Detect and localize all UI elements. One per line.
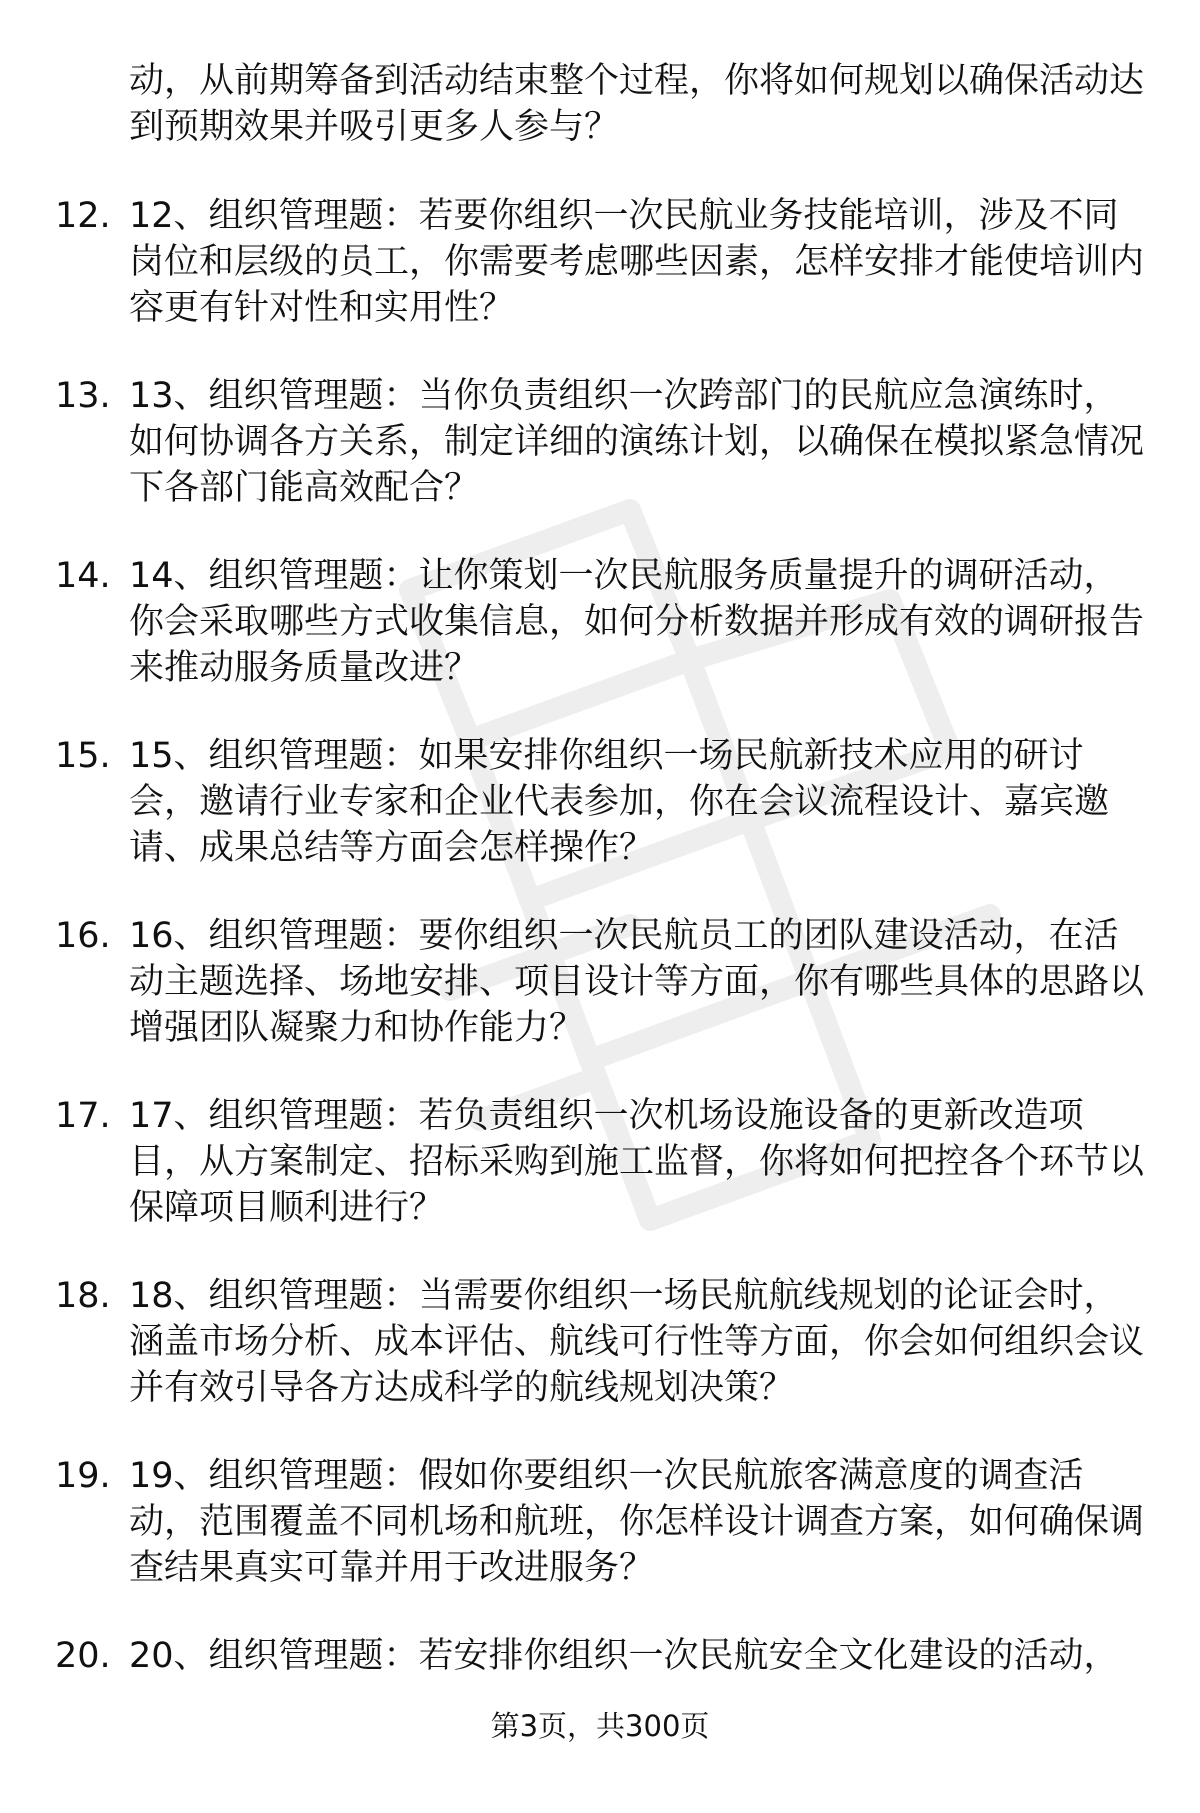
question-list	[0, 193, 1200, 1813]
question-number: 16.	[55, 916, 111, 956]
continuation-text: 动，从前期筹备到活动结束整个过程，你将如何规划以确保活动达到预期效果并吸引更多人参与？	[129, 61, 1145, 147]
question-text: 14、组织管理题：让你策划一次民航服务质量提升的调研活动，你会采取哪些方式收集信息，如何分析数据并形成有效的调研报告来推动服务质量改进？	[129, 556, 1145, 688]
question-text: 18、组织管理题：当需要你组织一场民航航线规划的论证会时，涵盖市场分析、成本评估、航线可行性等方面，你会如何组织会议并有效引导各方达成科学的航线规划决策？	[129, 1276, 1145, 1408]
question-text: 15、组织管理题：如果安排你组织一场民航新技术应用的研讨会，邀请行业专家和企业代表参加，你在会议流程设计、嘉宾邀请、成果总结等方面会怎样操作？	[129, 736, 1110, 868]
question-item	[0, 1093, 1200, 1273]
question-number: 19.	[55, 1456, 111, 1496]
question-item	[0, 913, 1200, 1093]
question-item	[0, 1453, 1200, 1633]
question-item	[0, 193, 1200, 373]
question-item	[0, 553, 1200, 733]
question-number: 15.	[55, 736, 111, 776]
question-item	[0, 1273, 1200, 1453]
page-footer: 第3页，共300页	[490, 1709, 710, 1743]
question-item	[0, 733, 1200, 913]
question-text: 20、组织管理题：若安排你组织一次民航安全文化建设的活动，	[129, 1636, 1119, 1676]
question-number: 13.	[55, 376, 111, 416]
question-text: 16、组织管理题：要你组织一次民航员工的团队建设活动，在活动主题选择、场地安排、项目设计等方面，你有哪些具体的思路以增强团队凝聚力和协作能力？	[129, 916, 1145, 1048]
question-number: 14.	[55, 556, 111, 596]
question-number: 17.	[55, 1096, 111, 1136]
question-item	[0, 373, 1200, 553]
question-text: 13、组织管理题：当你负责组织一次跨部门的民航应急演练时，如何协调各方关系，制定详细的演练计划，以确保在模拟紧急情况下各部门能高效配合？	[129, 376, 1145, 508]
question-text: 12、组织管理题：若要你组织一次民航业务技能培训，涉及不同岗位和层级的员工，你需要考虑哪些因素，怎样安排才能使培训内容更有针对性和实用性？	[129, 196, 1145, 328]
question-number: 12.	[55, 196, 111, 236]
question-number: 20.	[55, 1636, 111, 1676]
question-text: 19、组织管理题：假如你要组织一次民航旅客满意度的调查活动，范围覆盖不同机场和航班，你怎样设计调查方案，如何确保调查结果真实可靠并用于改进服务？	[129, 1456, 1145, 1588]
question-text: 17、组织管理题：若负责组织一次机场设施设备的更新改造项目，从方案制定、招标采购到施工监督，你将如何把控各个环节以保障项目顺利进行？	[129, 1096, 1145, 1228]
question-number: 18.	[55, 1276, 111, 1316]
